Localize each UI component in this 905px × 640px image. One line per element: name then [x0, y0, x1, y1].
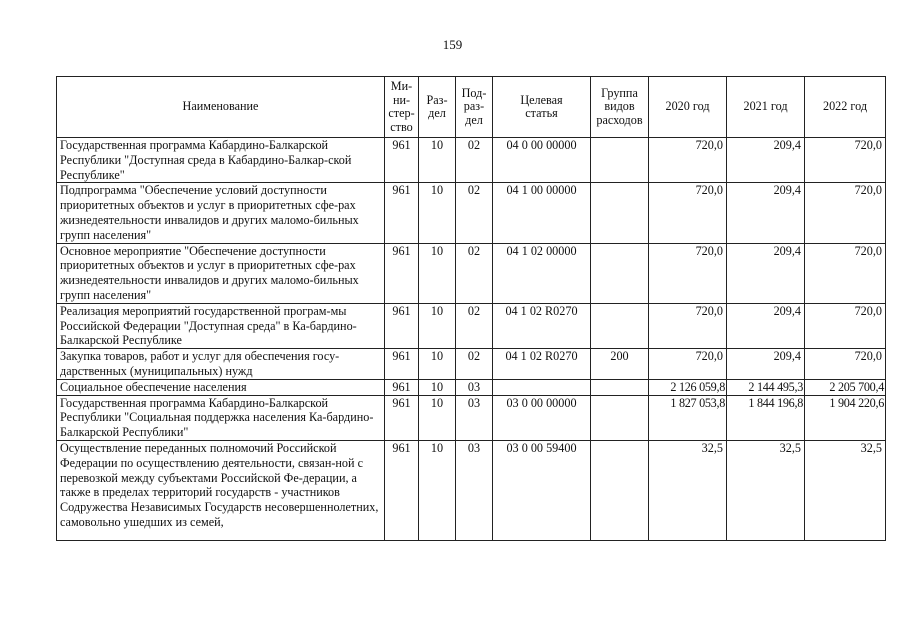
- row-value-2022: 720,0: [805, 138, 886, 183]
- row-value-2020: 2 126 059,8: [649, 379, 727, 395]
- row-value-2022: 720,0: [805, 183, 886, 243]
- row-section: 10: [419, 183, 456, 243]
- row-value-2021: 2 144 495,3: [727, 379, 805, 395]
- table-row: [57, 440, 886, 540]
- row-value-2022: 32,5: [805, 440, 886, 540]
- row-value-2021: 209,4: [727, 303, 805, 348]
- row-expense-group: [591, 243, 649, 303]
- row-target-article: 03 0 00 59400: [493, 440, 591, 540]
- row-value-2020: 32,5: [649, 440, 727, 540]
- row-subsection: 02: [456, 243, 493, 303]
- row-value-2021: 209,4: [727, 183, 805, 243]
- row-target-article: 03 0 00 00000: [493, 395, 591, 440]
- row-value-2021: 209,4: [727, 243, 805, 303]
- row-expense-group: [591, 395, 649, 440]
- row-name: Подпрограмма "Обеспечение условий доступности приоритетных объектов и услуг в приоритетных сфе-рах жизнедеятельности инвалидов и других маломо-бильных групп населения": [57, 183, 385, 243]
- header-target-article: Целевая статья: [493, 77, 591, 138]
- row-section: 10: [419, 303, 456, 348]
- row-name: Осуществление переданных полномочий Российской Федерации по осуществлению деятельности, связан-ной с перевозкой между субъектами Российской Фе-дерации, а также в пределах территорий государств - участников Содружества Независимых Государств несовершеннолетних, самовольно ушедших из семей,: [57, 440, 385, 540]
- row-subsection: 03: [456, 395, 493, 440]
- row-target-article: 04 1 00 00000: [493, 183, 591, 243]
- row-value-2020: 1 827 053,8: [649, 395, 727, 440]
- row-section: 10: [419, 395, 456, 440]
- row-subsection: 02: [456, 138, 493, 183]
- row-section: 10: [419, 243, 456, 303]
- row-subsection: 02: [456, 303, 493, 348]
- row-section: 10: [419, 349, 456, 380]
- row-section: 10: [419, 440, 456, 540]
- table-body: [57, 138, 886, 541]
- row-ministry: 961: [385, 138, 419, 183]
- header-subsection: Под- раз- дел: [456, 77, 493, 138]
- row-name: Социальное обеспечение населения: [57, 379, 385, 395]
- table-row: [57, 349, 886, 380]
- header-2020: 2020 год: [649, 77, 727, 138]
- row-expense-group: [591, 440, 649, 540]
- row-target-article: 04 1 02 R0270: [493, 349, 591, 380]
- row-name: Основное мероприятие "Обеспечение доступности приоритетных объектов и услуг в приоритетных сфе-рах жизнедеятельности инвалидов и других маломо-бильных групп населения": [57, 243, 385, 303]
- row-subsection: 03: [456, 379, 493, 395]
- row-ministry: 961: [385, 349, 419, 380]
- header-2021: 2021 год: [727, 77, 805, 138]
- row-subsection: 02: [456, 349, 493, 380]
- row-value-2021: 1 844 196,8: [727, 395, 805, 440]
- table-row: [57, 395, 886, 440]
- row-subsection: 03: [456, 440, 493, 540]
- row-target-article: [493, 379, 591, 395]
- row-value-2020: 720,0: [649, 303, 727, 348]
- row-value-2021: 209,4: [727, 349, 805, 380]
- row-expense-group: 200: [591, 349, 649, 380]
- row-target-article: 04 1 02 R0270: [493, 303, 591, 348]
- header-2022: 2022 год: [805, 77, 886, 138]
- row-expense-group: [591, 379, 649, 395]
- row-value-2022: 2 205 700,4: [805, 379, 886, 395]
- row-ministry: 961: [385, 440, 419, 540]
- budget-table: [56, 76, 886, 541]
- table-row: [57, 303, 886, 348]
- row-value-2021: 32,5: [727, 440, 805, 540]
- row-ministry: 961: [385, 183, 419, 243]
- row-expense-group: [591, 138, 649, 183]
- row-value-2022: 720,0: [805, 303, 886, 348]
- table-header-row: [57, 77, 886, 138]
- row-target-article: 04 1 02 00000: [493, 243, 591, 303]
- row-value-2020: 720,0: [649, 349, 727, 380]
- row-section: 10: [419, 379, 456, 395]
- row-value-2020: 720,0: [649, 243, 727, 303]
- header-ministry: Ми- ни- стер- ство: [385, 77, 419, 138]
- row-value-2022: 720,0: [805, 243, 886, 303]
- row-expense-group: [591, 183, 649, 243]
- row-name: Государственная программа Кабардино-Балкарской Республики "Социальная поддержка населения Ка-бардино-Балкарской Республики": [57, 395, 385, 440]
- row-ministry: 961: [385, 303, 419, 348]
- header-expense-group: Группа видов расходов: [591, 77, 649, 138]
- row-value-2022: 720,0: [805, 349, 886, 380]
- row-expense-group: [591, 303, 649, 348]
- header-section: Раз- дел: [419, 77, 456, 138]
- table-row: [57, 379, 886, 395]
- row-name: Реализация мероприятий государственной програм-мы Российской Федерации "Доступная среда" в Ка-бардино-Балкарской Республике: [57, 303, 385, 348]
- table-row: [57, 183, 886, 243]
- row-ministry: 961: [385, 243, 419, 303]
- table-row: [57, 138, 886, 183]
- table-row: [57, 243, 886, 303]
- row-section: 10: [419, 138, 456, 183]
- row-target-article: 04 0 00 00000: [493, 138, 591, 183]
- page-number: 159: [442, 37, 463, 52]
- row-value-2021: 209,4: [727, 138, 805, 183]
- row-subsection: 02: [456, 183, 493, 243]
- row-value-2020: 720,0: [649, 138, 727, 183]
- row-name: Государственная программа Кабардино-Балкарской Республики "Доступная среда в Кабардино-Балкар-ской Республике": [57, 138, 385, 183]
- row-ministry: 961: [385, 395, 419, 440]
- row-value-2020: 720,0: [649, 183, 727, 243]
- row-name: Закупка товаров, работ и услуг для обеспечения госу-дарственных (муниципальных) нужд: [57, 349, 385, 380]
- row-ministry: 961: [385, 379, 419, 395]
- row-value-2022: 1 904 220,6: [805, 395, 886, 440]
- header-name: Наименование: [57, 77, 385, 138]
